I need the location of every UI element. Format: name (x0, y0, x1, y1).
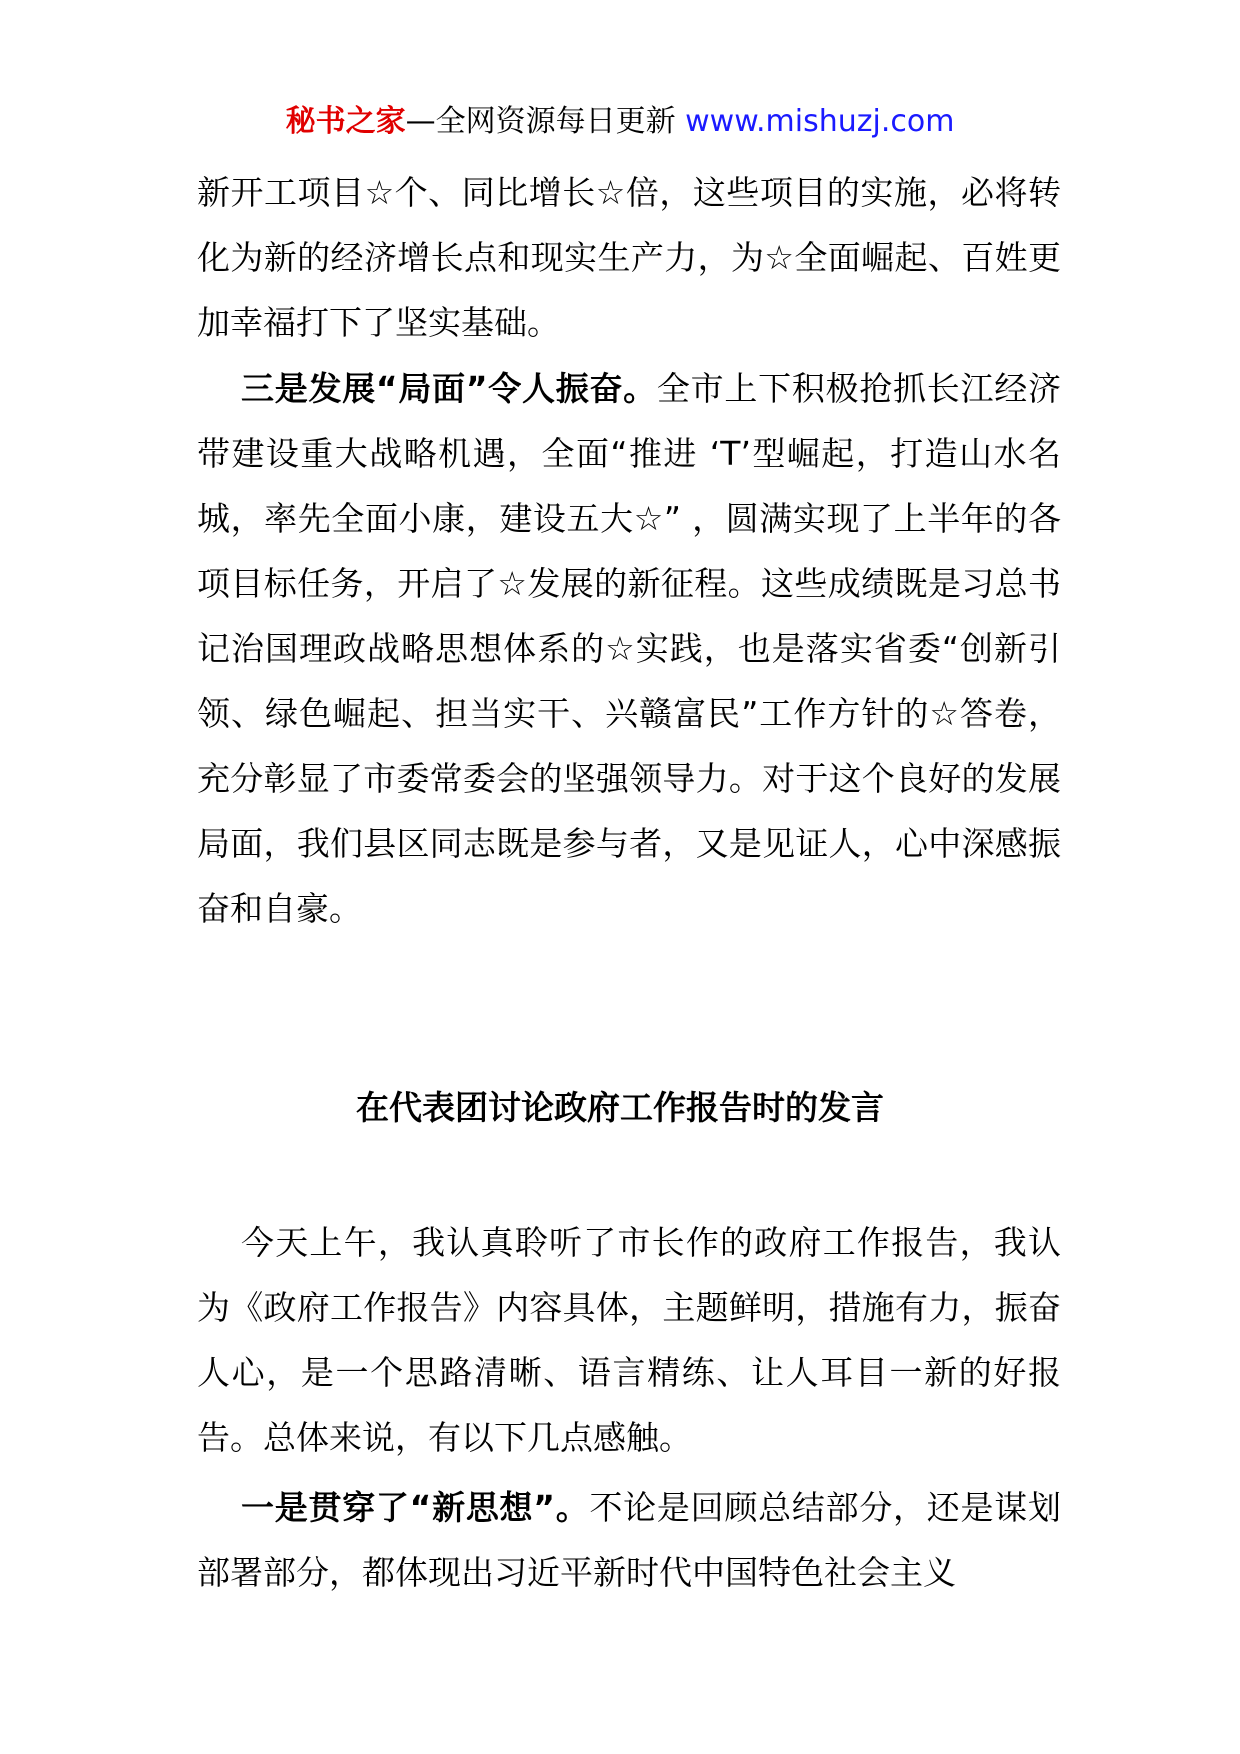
paragraph-4-body: 不论是回顾总结部分，还是谋划部署部分，都体现出习近平新时代中国特色社会主义 (197, 1488, 1061, 1592)
paragraph-4 (197, 1475, 1061, 1605)
paragraph-2-body: 全市上下积极抢抓长江经济带建设重大战略机遇，全面“推进 ‘T’型崛起，打造山水名城，率先全面小康，建设五大☆” ，圆满实现了上半年的各项目标任务，开启了☆发展的新征程。这些成绩既是习总书记治国理政战略思想体系的☆实践，也是落实省委“创新引领、绿色崛起、担当实干、兴赣富民”工作方针的☆答卷，充分彰显了市委常委会的坚强领导力。对于这个良好的发展局面，我们县区同志既是参与者，又是见证人，心中深感振奋和自豪。 (197, 369, 1061, 928)
paragraph-4-lead: 一是贯穿了“新思想”。 (241, 1488, 590, 1527)
site-header (0, 102, 1240, 142)
paragraph-2 (197, 356, 1061, 941)
header-url[interactable]: www.mishuzj.com (685, 104, 955, 139)
section-title: 在代表团讨论政府工作报告时的发言 (356, 1088, 884, 1127)
paragraph-2-lead: 三是发展“局面”令人振奋。 (241, 369, 657, 408)
brand-name: 秘书之家 (285, 104, 406, 139)
paragraph-1: 新开工项目☆个、同比增长☆倍，这些项目的实施，必将转化为新的经济增长点和现实生产力，为☆全面崛起、百姓更加幸福打下了坚实基础。 (197, 173, 1061, 342)
paragraph-3: 今天上午，我认真聆听了市长作的政府工作报告，我认为《政府工作报告》内容具体，主题鲜明，措施有力，振奋人心，是一个思路清晰、语言精练、让人耳目一新的好报告。总体来说，有以下几点感触。 (197, 1223, 1061, 1457)
header-tagline: —全网资源每日更新 (405, 104, 686, 139)
